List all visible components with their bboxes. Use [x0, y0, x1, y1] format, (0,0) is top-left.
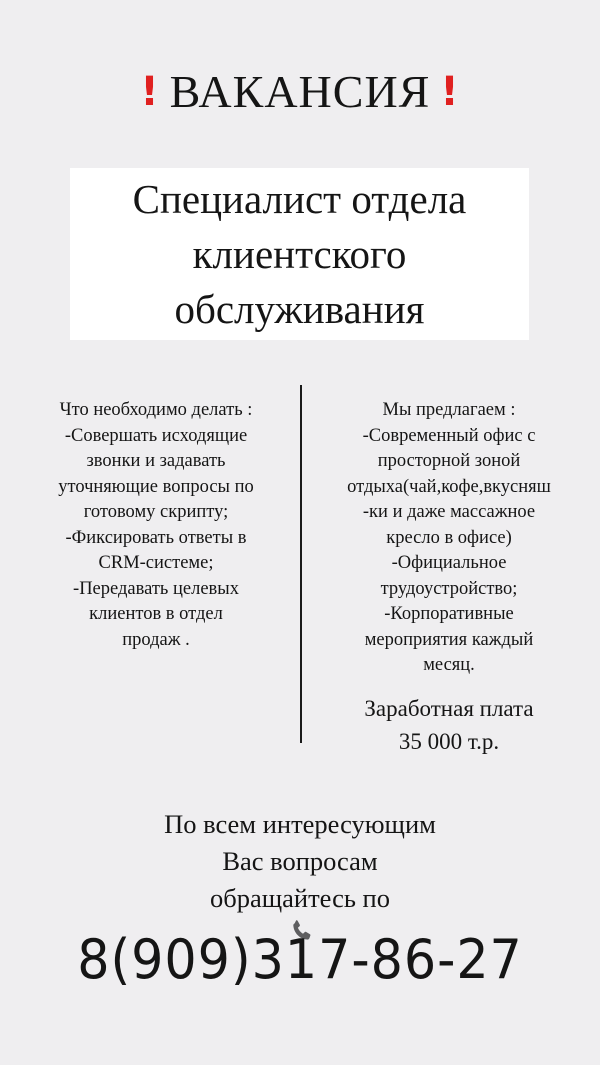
salary-label: Заработная плата — [364, 696, 534, 721]
salary-amount: 35 000 т.р. — [398, 729, 500, 754]
contact-line: По всем интересующим — [164, 809, 436, 839]
duties-line: готовому скрипту; — [83, 502, 229, 522]
offer-line: -ки и даже массажное — [362, 502, 536, 522]
offer-line: -Корпоративные — [384, 604, 514, 624]
offer-line: кресло в офисе) — [386, 527, 512, 548]
position-title-line: клиентского — [192, 231, 407, 277]
contact-line: Вас вопросам — [222, 846, 378, 876]
offer-line: -Современный офис с — [362, 425, 536, 446]
duties-line: -Совершать исходящие — [64, 425, 248, 446]
position-title-line: обслуживания — [174, 286, 425, 332]
position-title — [70, 172, 529, 337]
headline-text: ВАКАНСИЯ — [169, 66, 431, 117]
duties-heading: Что необходимо делать : — [59, 400, 253, 420]
duties-line: звонки и задавать — [86, 451, 226, 471]
offer-line: трудоустройство; — [380, 578, 518, 599]
exclamation-mark-icon: ! — [440, 69, 460, 115]
offer-line: месяц. — [423, 655, 475, 675]
duties-line: CRM-системе; — [98, 553, 214, 573]
offer-line: отдыха(чай,кофе,вкусняш — [347, 476, 551, 497]
offer-line: -Официальное — [391, 553, 507, 573]
exclamation-mark-icon: ! — [140, 69, 160, 115]
duties-line: клиентов в отдел — [89, 604, 223, 624]
duties-line: уточняющие вопросы по — [58, 476, 254, 497]
offer-heading: Мы предлагаем : — [382, 400, 516, 420]
duties-line: -Передавать целевых — [73, 578, 239, 599]
offer-line: просторной зоной — [377, 451, 521, 471]
offer-column — [302, 398, 596, 679]
duties-line: продаж . — [122, 629, 190, 650]
position-title-line: Специалист отдела — [132, 176, 467, 222]
duties-line: -Фиксировать ответы в — [65, 527, 247, 548]
duties-column — [14, 398, 298, 653]
vacancy-headline — [0, 62, 600, 122]
phone-number[interactable]: 8(909)317-86-27 — [77, 928, 523, 991]
offer-line: мероприятия каждый — [364, 629, 534, 650]
contact-line: обращайтесь по — [209, 883, 390, 913]
salary-block — [302, 692, 596, 758]
